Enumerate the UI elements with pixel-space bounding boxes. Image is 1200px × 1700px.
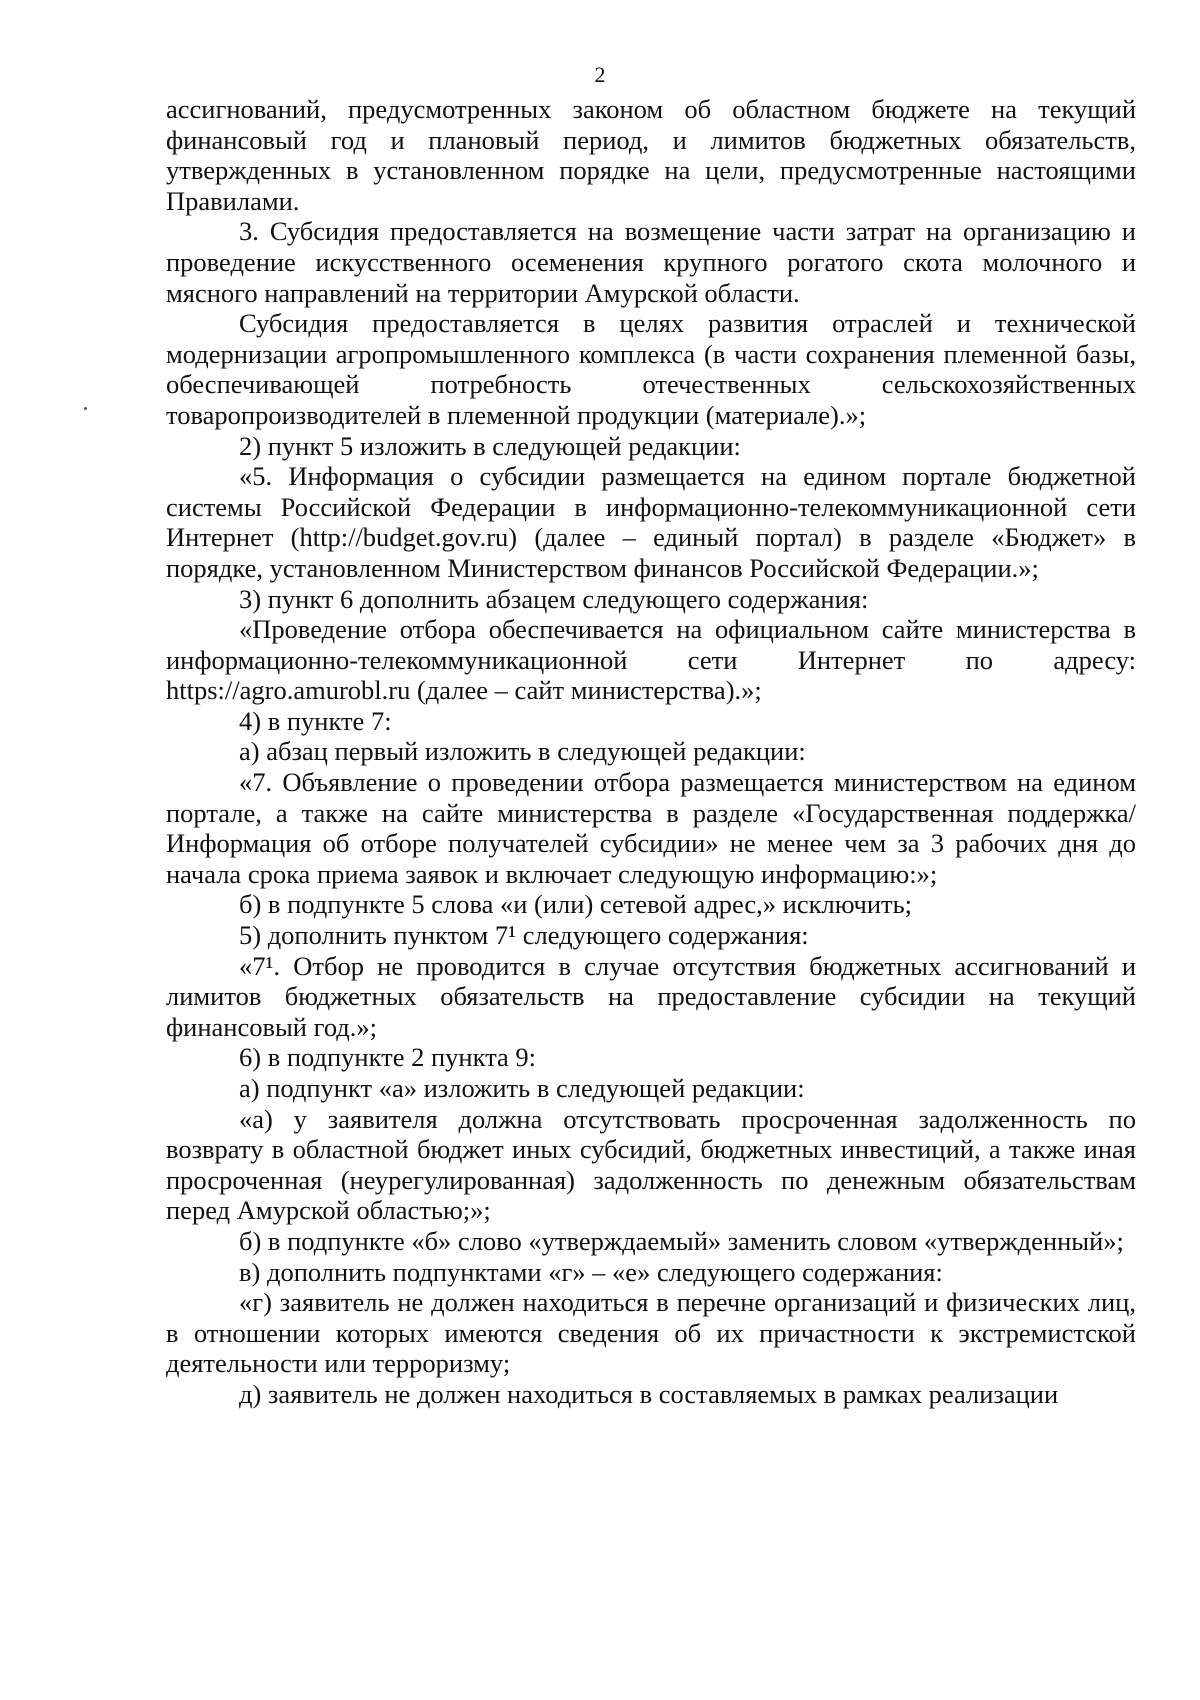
paragraph-clause-3: 3. Субсидия предоставляется на возмещение части затрат на организацию и проведение искусственного осеменения крупного рогатого скота молочного и мясного направлений на территории Амурской области. (166, 216, 1136, 308)
paragraph-amendment-4: 4) в пункте 7: (239, 705, 392, 736)
paragraph-amendment-4b: б) в подпункте 5 слова «и (или) сетевой адрес,» исключить; (239, 889, 913, 920)
paragraph-amendment-6b: б) в подпункте «б» слово «утверждаемый» заменить словом «утвержденный»; (239, 1225, 1124, 1256)
paragraph-amendment-6v: в) дополнить подпунктами «г» – «е» следующего содержания: (239, 1256, 943, 1287)
paragraph-amendment-5: 5) дополнить пунктом 7¹ следующего содержания: (239, 920, 809, 951)
paragraph-subsidy-purpose: Субсидия предоставляется в целях развития отраслей и технической модернизации агропромышленного комплекса (в части сохранения племенной базы, обеспечивающей потребность отечественных сельскохозяйственных товаропроизводителей в племенной продукции (материале).»; (166, 308, 1136, 430)
paragraph-amendment-6: 6) в подпункте 2 пункта 9: (239, 1042, 537, 1073)
paragraph-subclause-d: д) заявитель не должен находиться в составляемых в рамках реализации (239, 1378, 1059, 1409)
scan-mark (84, 407, 87, 410)
paragraph-clause-5: «5. Информация о субсидии размещается на едином портале бюджетной системы Российской Федерации в информационно-телекоммуникационной сети Интернет (http://budget.gov.ru) (далее – единый портал) в разделе «Бюджет» в порядке, установленном Министерством финансов Российской Федерации.»; (166, 461, 1136, 583)
document-body (166, 94, 1136, 1410)
paragraph-amendment-2: 2) пункт 5 изложить в следующей редакции: (239, 430, 741, 461)
paragraph-amendment-6a: а) подпункт «а» изложить в следующей редакции: (239, 1073, 805, 1103)
paragraph-clause-7: «7. Объявление о проведении отбора размещается министерством на едином портале, а также на сайте министерства в разделе «Государственная поддержка/Информация об отборе получателей субсидии» не менее чем за 3 рабочих дня до начала срока приема заявок и включает следующую информацию:»; (166, 767, 1136, 889)
paragraph-amendment-3: 3) пункт 6 дополнить абзацем следующего содержания: (239, 583, 869, 614)
paragraph-selection-site: «Проведение отбора обеспечивается на официальном сайте министерства в информационно-телекоммуникационной сети Интернет по адресу: https://agro.amurobl.ru (далее – сайт министерства).»; (166, 614, 1136, 706)
paragraph-subclause-a: «а) у заявителя должна отсутствовать просроченная задолженность по возврату в областной бюджет иных субсидий, бюджетных инвестиций, а также иная просроченная (неурегулированная) задолженность по денежным обязательствам перед Амурской областью;»; (166, 1103, 1136, 1226)
paragraph-subclause-g: «г) заявитель не должен находиться в перечне организаций и физических лиц, в отношении которых имеются сведения об их причастности к экстремистской деятельности или терроризму; (166, 1287, 1136, 1379)
paragraph-continuation: ассигнований, предусмотренных законом об областном бюджете на текущий финансовый год и плановый период, и лимитов бюджетных обязательств, утвержденных в установленном порядке на цели, предусмотренные настоящими Правилами. (166, 94, 1136, 216)
paragraph-clause-7-1: «7¹. Отбор не проводится в случае отсутствия бюджетных ассигнований и лимитов бюджетных обязательств на предоставление субсидии на текущий финансовый год.»; (166, 950, 1136, 1042)
paragraph-amendment-4a: а) абзац первый изложить в следующей редакции: (239, 736, 806, 767)
page-number: 2 (594, 62, 606, 87)
